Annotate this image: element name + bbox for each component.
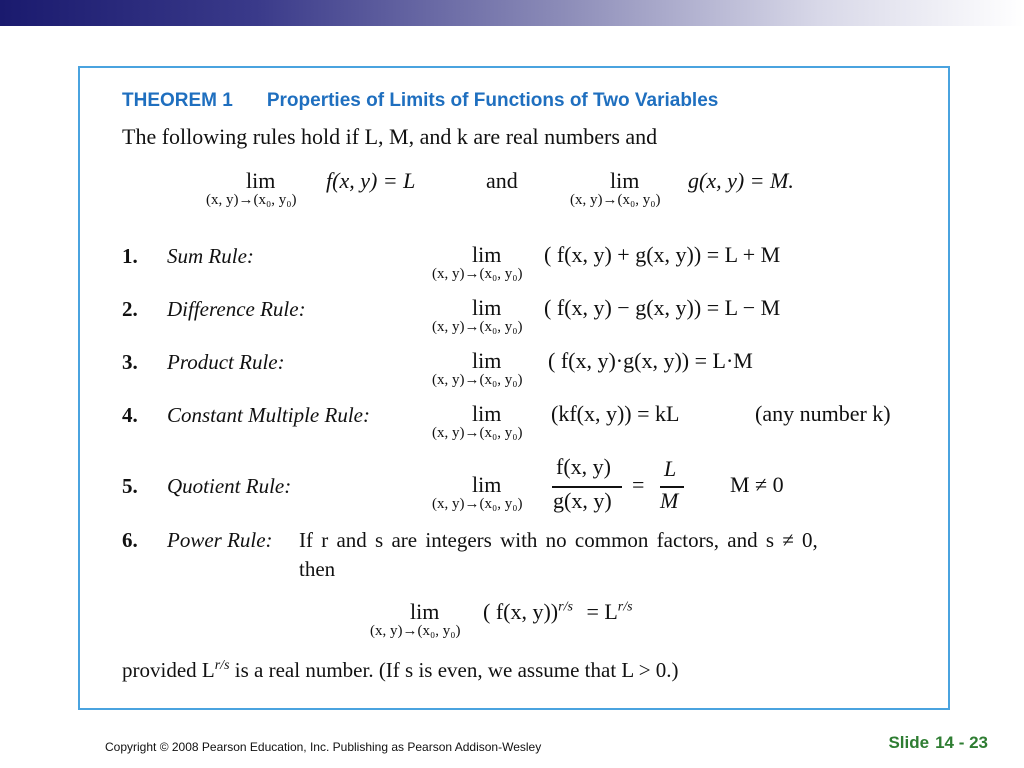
power-rhs: = L	[586, 599, 618, 624]
lim-subscript: (x, y)→(x₀, y₀)	[432, 372, 523, 388]
rhs-exponent: r/s	[617, 599, 633, 615]
lim-word: lim	[410, 599, 440, 624]
lim-word: lim	[246, 168, 276, 193]
lim-subscript: (x, y)→(x₀, y₀)	[432, 496, 523, 512]
rule-number: 4.	[122, 403, 138, 427]
rule-name: Product Rule:	[167, 350, 285, 374]
slide-label: Slide	[888, 733, 930, 752]
rule-number: 3.	[122, 350, 138, 374]
provided-exponent: r/s	[214, 658, 230, 673]
power-rule-text: If r and s are integers with no common factors, and s ≠ 0,	[299, 528, 818, 552]
lim-word: lim	[472, 401, 502, 426]
rule-note: (any number k)	[755, 401, 891, 426]
copyright-footer: Copyright © 2008 Pearson Education, Inc. Publishing as Pearson Addison-Wesley	[105, 740, 542, 754]
lim-subscript: (x, y)→(x₀, y₀)	[432, 266, 523, 282]
power-expression	[483, 599, 633, 625]
rule-name: Constant Multiple Rule:	[167, 403, 370, 427]
quotient-condition: M ≠ 0	[730, 472, 784, 497]
rhs-numerator: L	[664, 456, 677, 481]
and-word: and	[486, 168, 518, 193]
rule-number: 6.	[122, 528, 138, 552]
lim-word: lim	[610, 168, 640, 193]
lim-word: lim	[472, 348, 502, 373]
rule-expression: ( f(x, y) + g(x, y)) = L + M	[544, 242, 781, 267]
slide-number	[882, 733, 988, 753]
f-limit: f(x, y) = L	[326, 168, 416, 193]
theorem-heading	[122, 90, 718, 112]
rule-expression: ( f(x, y) − g(x, y)) = L − M	[544, 295, 781, 320]
power-rule-text-then: then	[299, 557, 336, 581]
intro-text: The following rules hold if L, M, and k are real numbers and	[122, 124, 658, 149]
rhs-denominator: M	[660, 488, 679, 513]
rule-expression: (kf(x, y)) = kL	[551, 401, 680, 426]
lim-subscript: (x, y)→(x₀, y₀)	[432, 425, 523, 441]
lim-word: lim	[472, 295, 502, 320]
title-gradient-bar	[0, 0, 1024, 26]
quotient-denominator: g(x, y)	[553, 488, 612, 513]
slide-page: 14 - 23	[935, 733, 988, 752]
rule-number: 2.	[122, 297, 138, 321]
rule-name: Difference Rule:	[167, 297, 306, 321]
provided-after: is a real number. (If s is even, we assume that L > 0.)	[229, 658, 679, 682]
lim-word: lim	[472, 472, 502, 497]
equals-sign: =	[632, 472, 645, 497]
rule-name: Sum Rule:	[167, 244, 254, 268]
theorem-title: Properties of Limits of Functions of Two Variables	[266, 90, 719, 111]
provided-before: provided L	[122, 658, 215, 682]
power-base: ( f(x, y))	[483, 599, 559, 624]
provided-text	[122, 658, 679, 683]
g-limit: g(x, y) = M.	[688, 168, 794, 193]
theorem-number: THEOREM 1	[122, 90, 233, 111]
rule-number: 1.	[122, 244, 138, 268]
lim-subscript: (x, y)→(x₀, y₀)	[206, 192, 297, 208]
power-exponent: r/s	[558, 599, 573, 615]
rule-name: Power Rule:	[167, 528, 273, 552]
lim-word: lim	[472, 242, 502, 267]
quotient-numerator: f(x, y)	[556, 454, 611, 479]
rule-number: 5.	[122, 474, 138, 498]
lim-subscript: (x, y)→(x₀, y₀)	[432, 319, 523, 335]
rule-expression: ( f(x, y)·g(x, y)) = L·M	[548, 348, 753, 373]
lim-subscript: (x, y)→(x₀, y₀)	[370, 623, 461, 639]
rule-name: Quotient Rule:	[167, 474, 292, 498]
lim-subscript: (x, y)→(x₀, y₀)	[570, 192, 661, 208]
